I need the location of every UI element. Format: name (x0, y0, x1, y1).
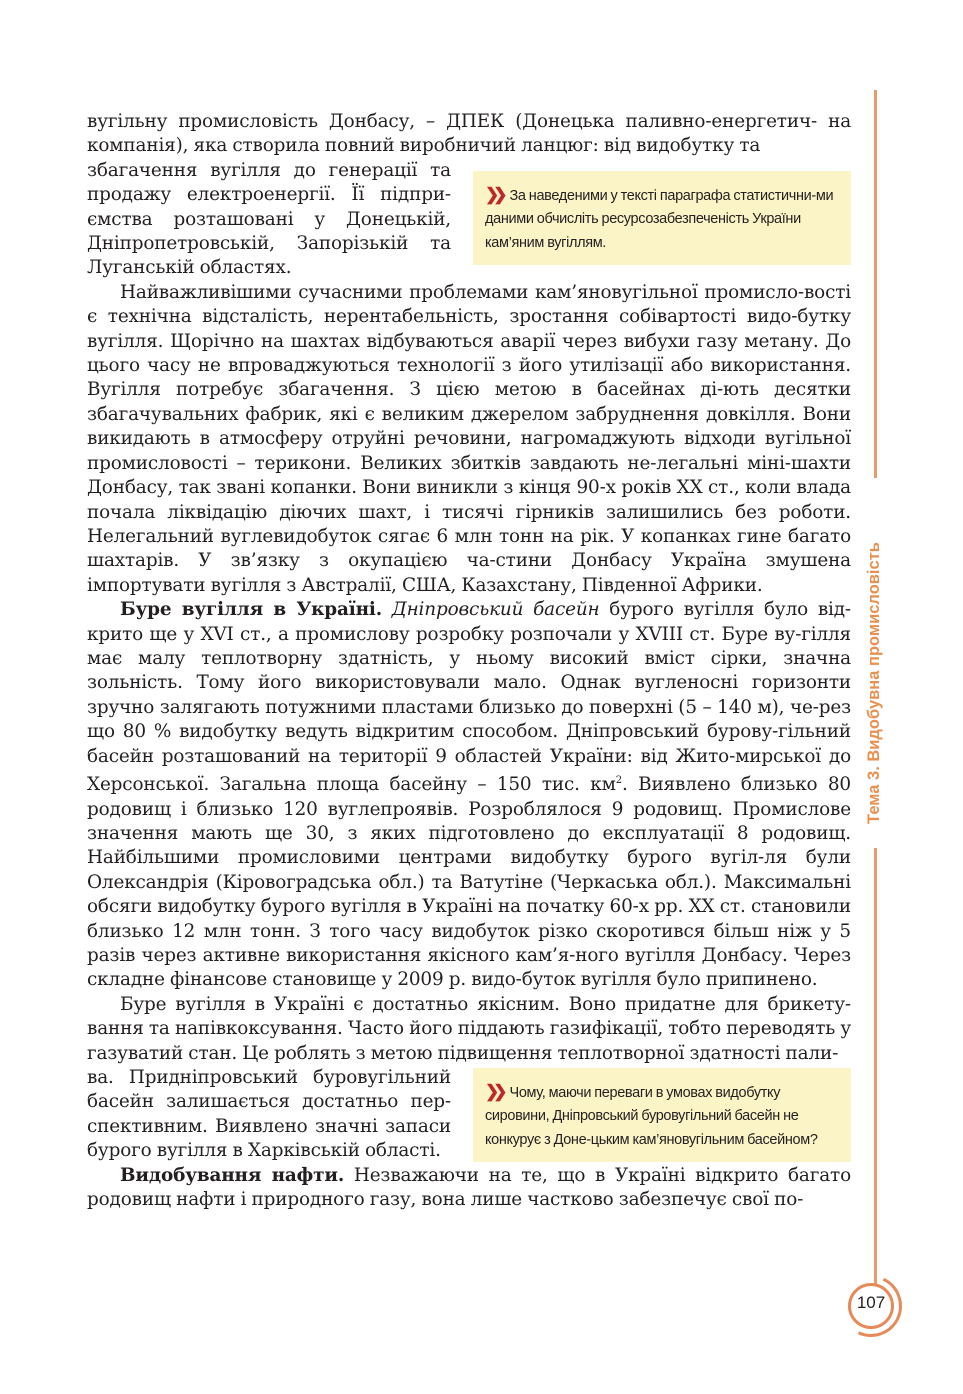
paragraph-brown-coal-quality-continued: ва. Придніпровський буровугільний басейн залишається достатньо пер-спективним. Виявлено значні запаси бурого вугілля в Харківській області. (87, 1066, 451, 1162)
question-box-1 (473, 171, 851, 266)
paragraph-problems: Найважливішими сучасними проблемами кам’яновугільної промисло-вості є технічна відсталість, нерентабельність, зростання собівартості видо-бутку вугілля. Щорічно на шахтах відбуваються аварії через вибухи газу метану. До цього часу не впроваджуються технології з його утилізації або використання. Вугілля потребує збагачення. З цією метою в басейнах ді-ють десятки збагачувальних фабрик, які є великим джерелом забруднення довкілля. Вони викидають в атмосферу отруйні речовини, нагромаджують відходи вугільної промисловості – терикони. Великих збитків завдають не-легальні міні-шахти Донбасу, так звані копанки. Вони виникли з кінця 90-х років XX ст., коли влада почала ліквідацію діючих шахт, і тисячі гірників залишились без роботи. Нелегальний вуглевидобуток сягає 6 млн тонн на рік. У копанках гине багато шахтарів. У зв’язку з окупацією ча-стини Донбасу Україна змушена імпортувати вугілля з Австралії, США, Казахстану, Південної Африки. (87, 281, 851, 596)
chapter-side-label: Тема 3. Видобувна промисловість (865, 542, 883, 824)
paragraph-1 (87, 110, 851, 159)
question-box-2-text: Чому, маючи переваги в умовах видобутку сировини, Дніпровський буровугільний басейн не конкурує з Доне-цьким кам’яновугільним басейном? (485, 1084, 818, 1148)
page-number: 107 (856, 1293, 886, 1312)
side-rule-top (874, 90, 877, 478)
chevron-icon: ❯❯ (485, 1081, 502, 1101)
section-heading-oil: Видобування нафти. (120, 1164, 345, 1186)
paragraph-brown-coal: Буре вугілля в Україні. Дніпровський басейн бурого вугілля було від-крито ще у XVI ст., а промислову розробку розпочали у XVIII ст. Буре ву-гілля має малу теплотворну здатність, у ньому високий вміст сірки, значна зольність. Тому його використовували мало. Однак вугленосні горизонти зручно залягають потужними пластами близько до поверхні (5 – 140 м), че-рез що 80 % видобутку ведуть відкритим способом. Дніпровський бурову-гільний басейн розташований на території 9 областей України: від Жито-мирської до Херсонської. Загальна площа басейну – 150 тис. $км^2$. Виявлено близько 80 родовищ і близько 120 вуглепроявів. Розроблялося 9 родовищ. Промислове значення мають ще 30, з яких підготовлено до експлуатації 8 родовищ. Найбільшими промисловими центрами видобутку бурого вугіл-ля були Олександрія (Кіровоградська обл.) та Ватутіне (Черкаська обл.). Максимальні обсяги видобутку бурого вугілля в Україні на початку 60-х рр. XX ст. становили близько 12 млн тонн. З того часу видобуток різко скоротився більш ніж у 5 разів через активне використання якісного кам’я-ного вугілля Донбасу. Через складне фінансове становище у 2009 р. видо-буток вугілля було припинено. (87, 599, 851, 991)
dnipro-basin-term: Дніпровський басейн (391, 599, 600, 621)
paragraph-brown-coal-quality: Буре вугілля в Україні є достатньо якісним. Воно придатне для брикету-вання та напівкоксування. Часто його піддають газифікації, тобто переводять у газуватий стан. Це роблять з метою підвищення теплотворної здатності пали- (87, 993, 851, 1064)
paragraph-1-line-1: вугільну промисловість Донбасу, – ДПЕК (Донецька паливно-енергетич- (87, 111, 818, 132)
main-text-column (87, 110, 851, 1212)
chevron-icon: ❯❯ (485, 184, 502, 204)
paragraph-1-continued: збагачення вугілля до генерації та продажу електроенергії. Її підпри-ємства розташовані у Донецькій, Дніпропетровській, Запорізькій та Луганській областях. (87, 159, 451, 279)
paragraph-oil: Видобування нафти. Незважаючи на те, що в Україні відкрито багато родовищ нафти і природного газу, вона лише частково забезпечує свої по- (87, 1164, 851, 1210)
side-rule-bottom (874, 848, 877, 1293)
paragraph-1-line-2: на компанія), яка створила повний виробничий ланцюг: від видобутку та (87, 111, 852, 157)
question-box-2 (473, 1068, 851, 1163)
section-heading-brown-coal: Буре вугілля в Україні. (120, 599, 382, 621)
question-box-1-text: За наведеними у тексті параграфа статистични-ми даними обчисліть ресурсозабезпеченість України кам’яним вугіллям. (485, 187, 834, 251)
